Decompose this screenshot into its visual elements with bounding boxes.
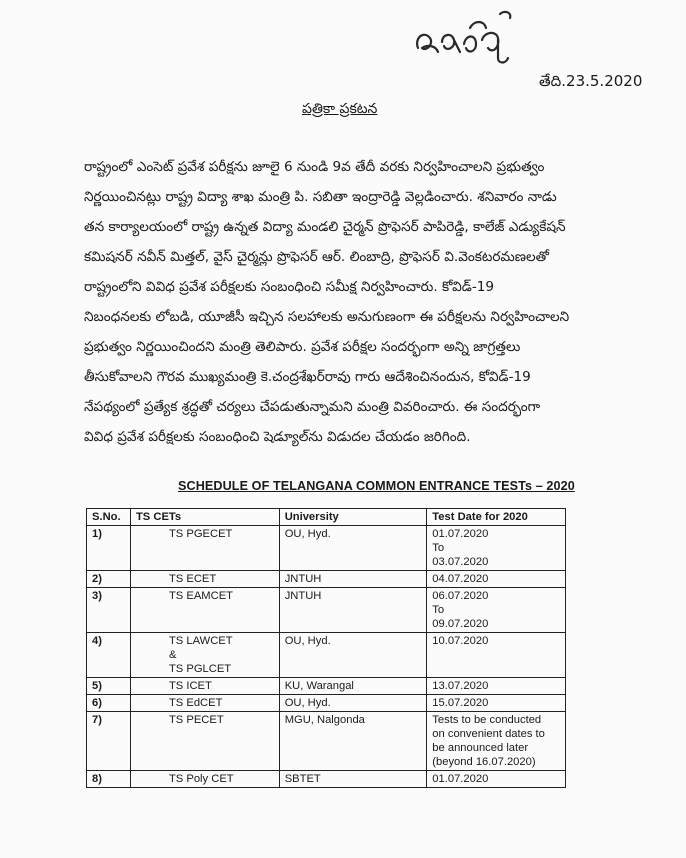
body-line: రాష్ట్రంలో ఎంసెట్ ప్రవేశ పరీక్షను జూలై 6 నుండి 9వ తేదీ వరకు నిర్వహించాలని ప్రభుత్వం: [84, 159, 545, 175]
cell-university: JNTUH: [279, 588, 427, 633]
cell-cet: [130, 678, 279, 695]
cell-sno: 5): [87, 678, 131, 695]
date-line: Tests to be conducted: [432, 714, 542, 726]
cell-sno: 3): [87, 588, 131, 633]
body-line: తన కార్యాలయంలో రాష్ట్ర ఉన్నత విద్యా మండలి చైర్మన్ ప్రొఫెసర్ పాపిరెడ్డి, కాలేజ్ ఎడ్యుకేషన్: [84, 219, 566, 235]
cet-line: TS PGLCET: [168, 663, 232, 675]
body-line: రాష్ట్రంలోని వివిధ ప్రవేశ పరీక్షలకు సంబంధించి సమీక్ష నిర్వహించారు. కోవిడ్-19: [84, 279, 495, 295]
body-line: నిర్ణయించినట్లు రాష్ట్ర విద్యా శాఖ మంత్రి పి. సబితా ఇంద్రారెడ్డి వెల్లడించారు. శనివారం నాడు: [84, 189, 557, 205]
table-header-row: [87, 509, 566, 526]
date-line: on convenient dates to: [432, 728, 545, 740]
cell-cet: [130, 633, 279, 678]
cet-line: TS ECET: [168, 573, 217, 585]
table-row: [87, 588, 566, 633]
date-line: (beyond 16.07.2020): [432, 756, 536, 768]
cell-date: [427, 633, 566, 678]
table-row: [87, 712, 566, 771]
date-line: 10.07.2020: [432, 635, 489, 647]
cell-date: [427, 526, 566, 571]
cell-cet: [130, 571, 279, 588]
cell-university: MGU, Nalgonda: [279, 712, 427, 771]
cet-line: &: [168, 649, 177, 661]
date-line: 06.07.2020: [432, 590, 489, 602]
cell-university: OU, Hyd.: [279, 526, 427, 571]
body-line: నిబంధనలకు లోబడి, యూజీసీ ఇచ్చిన సలహాలకు అనుగుణంగా ఈ పరీక్షలను నిర్వహించాలని: [84, 309, 570, 325]
table-row: [87, 571, 566, 588]
schedule-title: SCHEDULE OF TELANGANA COMMON ENTRANCE TESTs – 2020: [178, 479, 575, 493]
cell-university: OU, Hyd.: [279, 633, 427, 678]
date-line: 13.07.2020: [432, 680, 489, 692]
cet-line: TS PECET: [168, 714, 224, 726]
cell-cet: [130, 771, 279, 788]
press-release-body: [84, 152, 660, 452]
body-line: కమిషనర్ నవీన్ మిత్తల్, వైస్ చైర్మన్లు ప్రొఫెసర్ ఆర్. లింబాద్రి, ప్రొఫెసర్ వి.వెంకటరమణలతో: [84, 249, 549, 265]
cell-cet: [130, 695, 279, 712]
cell-sno: 4): [87, 633, 131, 678]
press-release-title: పత్రికా ప్రకటన: [302, 101, 378, 117]
table-row: [87, 771, 566, 788]
table-row: [87, 695, 566, 712]
date-line: 15.07.2020: [432, 697, 489, 709]
handwritten-signature: [412, 8, 522, 70]
table-row: [87, 633, 566, 678]
cet-line: TS PGECET: [168, 528, 233, 540]
press-release-date: తేది.23.5.2020: [539, 72, 643, 90]
cell-date: [427, 678, 566, 695]
cell-sno: 2): [87, 571, 131, 588]
date-line: 04.07.2020: [432, 573, 489, 585]
column-header-date: Test Date for 2020: [427, 509, 566, 526]
cet-line: TS ICET: [168, 680, 212, 692]
column-header-university: University: [279, 509, 427, 526]
cell-date: [427, 695, 566, 712]
cell-sno: 8): [87, 771, 131, 788]
cell-sno: 7): [87, 712, 131, 771]
schedule-table: [86, 508, 566, 788]
table-row: [87, 678, 566, 695]
body-line: వివిధ ప్రవేశ పరీక్షలకు సంబంధించి షెడ్యూల్‌ను విడుదల చేయడం జరిగింది.: [84, 429, 471, 445]
body-line: తీసుకోవాలని గౌరవ ముఖ్యమంత్రి కె.చంద్రశేఖర్‌రావు గారు ఆదేశించినందున, కోవిడ్-19: [84, 369, 531, 385]
cell-cet: [130, 526, 279, 571]
body-line: ప్రభుత్వం నిర్ణయించిందని మంత్రి తెలిపారు. ప్రవేశ పరీక్షల సందర్భంగా అన్ని జాగ్రత్తలు: [84, 339, 521, 355]
date-line: 09.07.2020: [432, 618, 489, 630]
date-line: be announced later: [432, 742, 529, 754]
cell-date: [427, 571, 566, 588]
cell-university: KU, Warangal: [279, 678, 427, 695]
cet-line: TS EdCET: [168, 697, 223, 709]
cell-cet: [130, 588, 279, 633]
cell-date: [427, 712, 566, 771]
cell-date: [427, 588, 566, 633]
date-line: 03.07.2020: [432, 556, 489, 568]
cet-line: TS LAWCET: [168, 635, 233, 647]
column-header-sno: S.No.: [87, 509, 131, 526]
date-line: 01.07.2020: [432, 773, 489, 785]
column-header-cet: TS CETs: [130, 509, 279, 526]
date-line: 01.07.2020: [432, 528, 489, 540]
cell-sno: 6): [87, 695, 131, 712]
body-line: నేపథ్యంలో ప్రత్యేక శ్రద్ధతో చర్యలు చేపడుతున్నామని మంత్రి వివరించారు. ఈ సందర్భంగా: [84, 399, 541, 415]
cell-university: SBTET: [279, 771, 427, 788]
cet-line: TS Poly CET: [168, 773, 234, 785]
cell-sno: 1): [87, 526, 131, 571]
cell-cet: [130, 712, 279, 771]
cet-line: TS EAMCET: [168, 590, 233, 602]
table-row: [87, 526, 566, 571]
cell-university: JNTUH: [279, 571, 427, 588]
cell-university: OU, Hyd.: [279, 695, 427, 712]
date-line: To: [432, 604, 445, 616]
cell-date: [427, 771, 566, 788]
date-line: To: [432, 542, 445, 554]
